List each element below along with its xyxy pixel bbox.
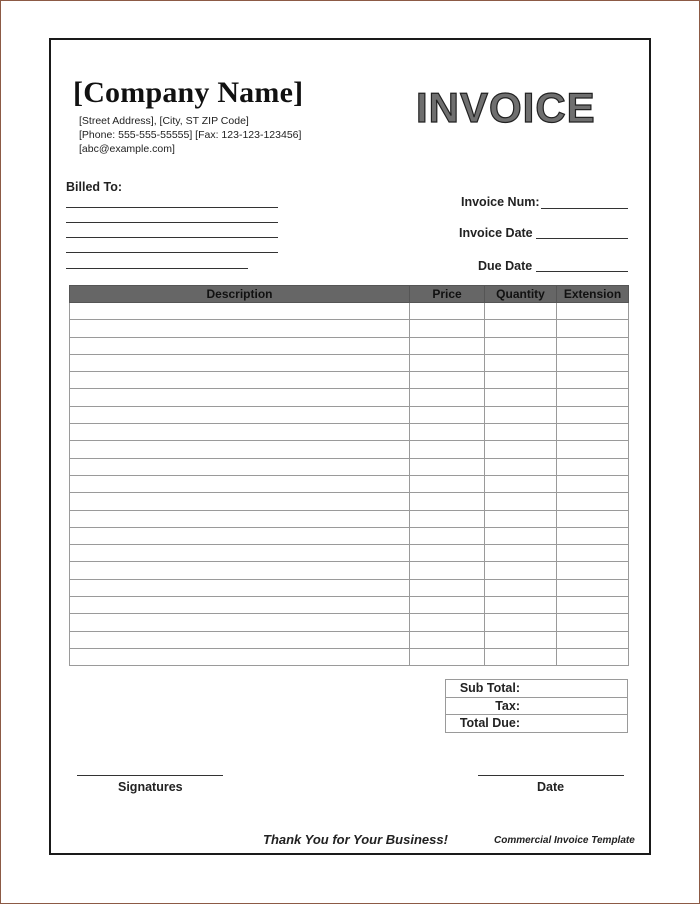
description-cell[interactable] bbox=[70, 562, 410, 579]
extension-cell[interactable] bbox=[557, 648, 629, 665]
extension-cell[interactable] bbox=[557, 510, 629, 527]
table-row bbox=[70, 441, 629, 458]
due-date-label: Due Date bbox=[478, 259, 533, 273]
extension-cell[interactable] bbox=[557, 354, 629, 371]
company-phone-fax: [Phone: 555-555-55555] [Fax: 123-123-123456] bbox=[79, 129, 302, 141]
price-cell[interactable] bbox=[410, 441, 485, 458]
table-row bbox=[70, 597, 629, 614]
price-cell[interactable] bbox=[410, 631, 485, 648]
line-items-table bbox=[69, 285, 629, 666]
extension-cell[interactable] bbox=[557, 458, 629, 475]
billed-to-line[interactable] bbox=[66, 237, 278, 238]
tax-label: Tax: bbox=[446, 697, 523, 715]
quantity-cell[interactable] bbox=[485, 441, 557, 458]
price-cell[interactable] bbox=[410, 493, 485, 510]
quantity-cell[interactable] bbox=[485, 372, 557, 389]
extension-cell[interactable] bbox=[557, 579, 629, 596]
price-cell[interactable] bbox=[410, 527, 485, 544]
price-cell[interactable] bbox=[410, 320, 485, 337]
billed-to-line[interactable] bbox=[66, 252, 278, 253]
quantity-cell[interactable] bbox=[485, 631, 557, 648]
price-cell[interactable] bbox=[410, 545, 485, 562]
extension-cell[interactable] bbox=[557, 424, 629, 441]
description-cell[interactable] bbox=[70, 579, 410, 596]
quantity-cell[interactable] bbox=[485, 614, 557, 631]
billed-to-line[interactable] bbox=[66, 268, 248, 269]
description-cell[interactable] bbox=[70, 337, 410, 354]
invoice-title: INVOICE bbox=[416, 84, 596, 131]
price-cell[interactable] bbox=[410, 337, 485, 354]
subtotal-value[interactable] bbox=[522, 680, 628, 698]
quantity-cell[interactable] bbox=[485, 475, 557, 492]
thank-you-note: Thank You for Your Business! bbox=[263, 832, 448, 847]
description-cell[interactable] bbox=[70, 545, 410, 562]
table-row bbox=[70, 475, 629, 492]
column-header-price: Price bbox=[410, 286, 485, 303]
table-row bbox=[70, 648, 629, 665]
price-cell[interactable] bbox=[410, 354, 485, 371]
date-line[interactable] bbox=[478, 775, 624, 776]
description-cell[interactable] bbox=[70, 424, 410, 441]
quantity-cell[interactable] bbox=[485, 320, 557, 337]
subtotal-label: Sub Total: bbox=[446, 680, 523, 698]
table-row bbox=[70, 527, 629, 544]
total-due-label: Total Due: bbox=[446, 715, 523, 733]
price-cell[interactable] bbox=[410, 475, 485, 492]
quantity-cell[interactable] bbox=[485, 406, 557, 423]
quantity-cell[interactable] bbox=[485, 527, 557, 544]
quantity-cell[interactable] bbox=[485, 597, 557, 614]
price-cell[interactable] bbox=[410, 648, 485, 665]
quantity-cell[interactable] bbox=[485, 493, 557, 510]
company-name: [Company Name] bbox=[73, 76, 304, 109]
column-header-description: Description bbox=[70, 286, 410, 303]
extension-cell[interactable] bbox=[557, 406, 629, 423]
total-due-value[interactable] bbox=[522, 715, 628, 733]
description-cell[interactable] bbox=[70, 372, 410, 389]
due-date-field[interactable] bbox=[536, 271, 628, 272]
price-cell[interactable] bbox=[410, 597, 485, 614]
date-label: Date bbox=[537, 780, 565, 794]
price-cell[interactable] bbox=[410, 406, 485, 423]
table-row bbox=[70, 579, 629, 596]
table-row bbox=[70, 510, 629, 527]
table-row bbox=[70, 354, 629, 371]
quantity-cell[interactable] bbox=[485, 510, 557, 527]
invoice-date-field[interactable] bbox=[536, 238, 628, 239]
quantity-cell[interactable] bbox=[485, 648, 557, 665]
table-row bbox=[70, 614, 629, 631]
invoice-date-label: Invoice Date bbox=[459, 226, 533, 240]
extension-cell[interactable] bbox=[557, 441, 629, 458]
extension-cell[interactable] bbox=[557, 320, 629, 337]
signatures-label: Signatures bbox=[118, 780, 183, 794]
table-row bbox=[70, 303, 629, 320]
billed-to-line[interactable] bbox=[66, 207, 278, 208]
description-cell[interactable] bbox=[70, 527, 410, 544]
template-name: Commercial Invoice Template bbox=[494, 835, 635, 846]
price-cell[interactable] bbox=[410, 510, 485, 527]
description-cell[interactable] bbox=[70, 441, 410, 458]
extension-cell[interactable] bbox=[557, 527, 629, 544]
totals-box bbox=[445, 679, 628, 733]
column-header-quantity: Quantity bbox=[485, 286, 557, 303]
extension-cell[interactable] bbox=[557, 614, 629, 631]
quantity-cell[interactable] bbox=[485, 458, 557, 475]
tax-value[interactable] bbox=[522, 697, 628, 715]
price-cell[interactable] bbox=[410, 579, 485, 596]
quantity-cell[interactable] bbox=[485, 562, 557, 579]
extension-cell[interactable] bbox=[557, 493, 629, 510]
extension-cell[interactable] bbox=[557, 389, 629, 406]
table-row bbox=[70, 545, 629, 562]
description-cell[interactable] bbox=[70, 614, 410, 631]
price-cell[interactable] bbox=[410, 372, 485, 389]
extension-cell[interactable] bbox=[557, 303, 629, 320]
description-cell[interactable] bbox=[70, 389, 410, 406]
company-address: [Street Address], [City, ST ZIP Code] bbox=[79, 115, 249, 127]
description-cell[interactable] bbox=[70, 493, 410, 510]
price-cell[interactable] bbox=[410, 614, 485, 631]
table-row bbox=[70, 337, 629, 354]
price-cell[interactable] bbox=[410, 458, 485, 475]
table-row bbox=[70, 424, 629, 441]
tax-row bbox=[446, 697, 628, 715]
quantity-cell[interactable] bbox=[485, 354, 557, 371]
extension-cell[interactable] bbox=[557, 545, 629, 562]
invoice-num-label: Invoice Num: bbox=[461, 195, 540, 209]
price-cell[interactable] bbox=[410, 562, 485, 579]
description-cell[interactable] bbox=[70, 631, 410, 648]
table-row bbox=[70, 562, 629, 579]
extension-cell[interactable] bbox=[557, 631, 629, 648]
total-due-row bbox=[446, 715, 628, 733]
quantity-cell[interactable] bbox=[485, 579, 557, 596]
table-row bbox=[70, 631, 629, 648]
description-cell[interactable] bbox=[70, 458, 410, 475]
description-cell[interactable] bbox=[70, 597, 410, 614]
description-cell[interactable] bbox=[70, 510, 410, 527]
table-row bbox=[70, 458, 629, 475]
quantity-cell[interactable] bbox=[485, 545, 557, 562]
invoice-num-field[interactable] bbox=[541, 208, 628, 209]
price-cell[interactable] bbox=[410, 424, 485, 441]
table-row bbox=[70, 493, 629, 510]
price-cell[interactable] bbox=[410, 303, 485, 320]
description-cell[interactable] bbox=[70, 320, 410, 337]
column-header-extension: Extension bbox=[557, 286, 629, 303]
description-cell[interactable] bbox=[70, 648, 410, 665]
quantity-cell[interactable] bbox=[485, 424, 557, 441]
extension-cell[interactable] bbox=[557, 597, 629, 614]
table-row bbox=[70, 406, 629, 423]
subtotal-row bbox=[446, 680, 628, 698]
table-row bbox=[70, 320, 629, 337]
description-cell[interactable] bbox=[70, 406, 410, 423]
extension-cell[interactable] bbox=[557, 562, 629, 579]
company-email: [abc@example.com] bbox=[79, 143, 175, 155]
table-header-row bbox=[70, 286, 629, 303]
description-cell[interactable] bbox=[70, 354, 410, 371]
quantity-cell[interactable] bbox=[485, 389, 557, 406]
extension-cell[interactable] bbox=[557, 372, 629, 389]
table-row bbox=[70, 372, 629, 389]
description-cell[interactable] bbox=[70, 475, 410, 492]
extension-cell[interactable] bbox=[557, 337, 629, 354]
billed-to-line[interactable] bbox=[66, 222, 278, 223]
table-row bbox=[70, 389, 629, 406]
signature-line[interactable] bbox=[77, 775, 223, 776]
quantity-cell[interactable] bbox=[485, 303, 557, 320]
price-cell[interactable] bbox=[410, 389, 485, 406]
quantity-cell[interactable] bbox=[485, 337, 557, 354]
extension-cell[interactable] bbox=[557, 475, 629, 492]
description-cell[interactable] bbox=[70, 303, 410, 320]
billed-to-label: Billed To: bbox=[66, 180, 123, 194]
